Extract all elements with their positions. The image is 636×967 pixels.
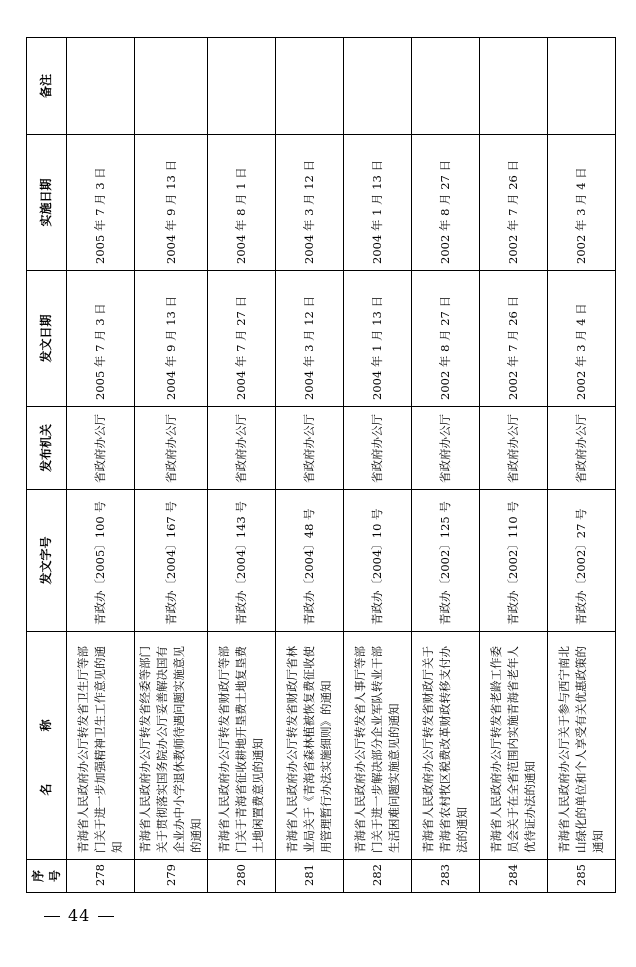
cell-remarks [548,38,616,135]
cell-effective-date: 2004 年 9 月 13 日 [135,135,208,271]
cell-issuer: 省政府办公厅 [67,407,135,490]
cell-remarks [135,38,208,135]
cell-issuer: 省政府办公厅 [548,407,616,490]
cell-name: 青海省人民政府办公厅转发省卫生厅等部门关于进一步加强精神卫生工作意见的通知 [67,632,135,860]
cell-issue-date: 2004 年 1 月 13 日 [344,271,412,407]
cell-effective-date: 2004 年 1 月 13 日 [344,135,412,271]
cell-effective-date: 2002 年 7 月 26 日 [480,135,548,271]
table-row [135,38,208,893]
header-issuer: 发布机关 [27,407,67,490]
cell-doc-number: 青政办〔2002〕125 号 [412,490,480,632]
cell-remarks [276,38,344,135]
cell-issuer: 省政府办公厅 [208,407,276,490]
cell-effective-date: 2005 年 7 月 3 日 [67,135,135,271]
cell-seq: 284 [480,860,548,893]
cell-issue-date: 2002 年 8 月 27 日 [412,271,480,407]
cell-name: 青海省人民政府办公厅转发省经委等部门关于贯彻落实国务院办公厅妥善解决国有企业办中小学退休教师待遇问题实施意见的通知 [135,632,208,860]
header-seq: 序号 [27,860,67,893]
cell-seq: 285 [548,860,616,893]
table-row [344,38,412,893]
page-number [36,906,122,925]
table-row [480,38,548,893]
cell-issue-date: 2004 年 7 月 27 日 [208,271,276,407]
cell-remarks [208,38,276,135]
cell-seq: 283 [412,860,480,893]
cell-issue-date: 2002 年 7 月 26 日 [480,271,548,407]
page-number-left-dash [44,916,60,917]
cell-effective-date: 2002 年 3 月 4 日 [548,135,616,271]
cell-issue-date: 2004 年 3 月 12 日 [276,271,344,407]
cell-doc-number: 青政办〔2004〕167 号 [135,490,208,632]
cell-doc-number: 青政办〔2005〕100 号 [67,490,135,632]
cell-doc-number: 青政办〔2004〕10 号 [344,490,412,632]
cell-seq: 282 [344,860,412,893]
cell-issuer: 省政府办公厅 [135,407,208,490]
cell-effective-date: 2004 年 3 月 12 日 [276,135,344,271]
cell-issuer: 省政府办公厅 [276,407,344,490]
table-row [67,38,135,893]
table-row [412,38,480,893]
cell-issuer: 省政府办公厅 [412,407,480,490]
cell-doc-number: 青政办〔2002〕27 号 [548,490,616,632]
header-effective-date: 实施日期 [27,135,67,271]
cell-seq: 278 [67,860,135,893]
cell-doc-number: 青政办〔2004〕143 号 [208,490,276,632]
header-remarks: 备注 [27,38,67,135]
page-number-right-dash [98,916,114,917]
cell-name: 青海省人民政府办公厅转发省财政厅省林业局关于《青海省森林植被恢复费征收使用管理暂行办法实施细则》的通知 [276,632,344,860]
cell-name: 青海省人民政府办公厅转发省财政厅关于青海省农村牧区税费改革财政转移支付办法的通知 [412,632,480,860]
cell-issue-date: 2004 年 9 月 13 日 [135,271,208,407]
page-number-text: 44 [68,906,91,925]
cell-remarks [344,38,412,135]
regulations-table [26,37,616,893]
cell-doc-number: 青政办〔2002〕110 号 [480,490,548,632]
cell-doc-number: 青政办〔2004〕48 号 [276,490,344,632]
cell-name: 青海省人民政府办公厅转发省财政厅等部门关于青海省征收耕地开垦费土地复垦费土地闲置费意见的通知 [208,632,276,860]
header-doc-number: 发文字号 [27,490,67,632]
cell-issuer: 省政府办公厅 [480,407,548,490]
cell-remarks [67,38,135,135]
cell-name: 青海省人民政府办公厅转发省老龄工作委员会关于在全省范围内实施青海省老年人优待证办法的通知 [480,632,548,860]
cell-remarks [412,38,480,135]
cell-seq: 279 [135,860,208,893]
table-row [208,38,276,893]
table-header-row [27,38,67,893]
cell-seq: 280 [208,860,276,893]
cell-name: 青海省人民政府办公厅转发省人事厅等部门关于进一步解决部分企业军队转业干部生活困难问题实施意见的通知 [344,632,412,860]
cell-effective-date: 2002 年 8 月 27 日 [412,135,480,271]
cell-issuer: 省政府办公厅 [344,407,412,490]
cell-seq: 281 [276,860,344,893]
cell-issue-date: 2002 年 3 月 4 日 [548,271,616,407]
table-row [276,38,344,893]
table-row [548,38,616,893]
cell-remarks [480,38,548,135]
rotated-table-wrapper [26,38,612,893]
cell-name: 青海省人民政府办公厅关于参与西宁南北山绿化的单位和个人享受有关优惠政策的通知 [548,632,616,860]
cell-issue-date: 2005 年 7 月 3 日 [67,271,135,407]
cell-effective-date: 2004 年 8 月 1 日 [208,135,276,271]
header-name: 名 称 [27,632,67,860]
header-issue-date: 发文日期 [27,271,67,407]
